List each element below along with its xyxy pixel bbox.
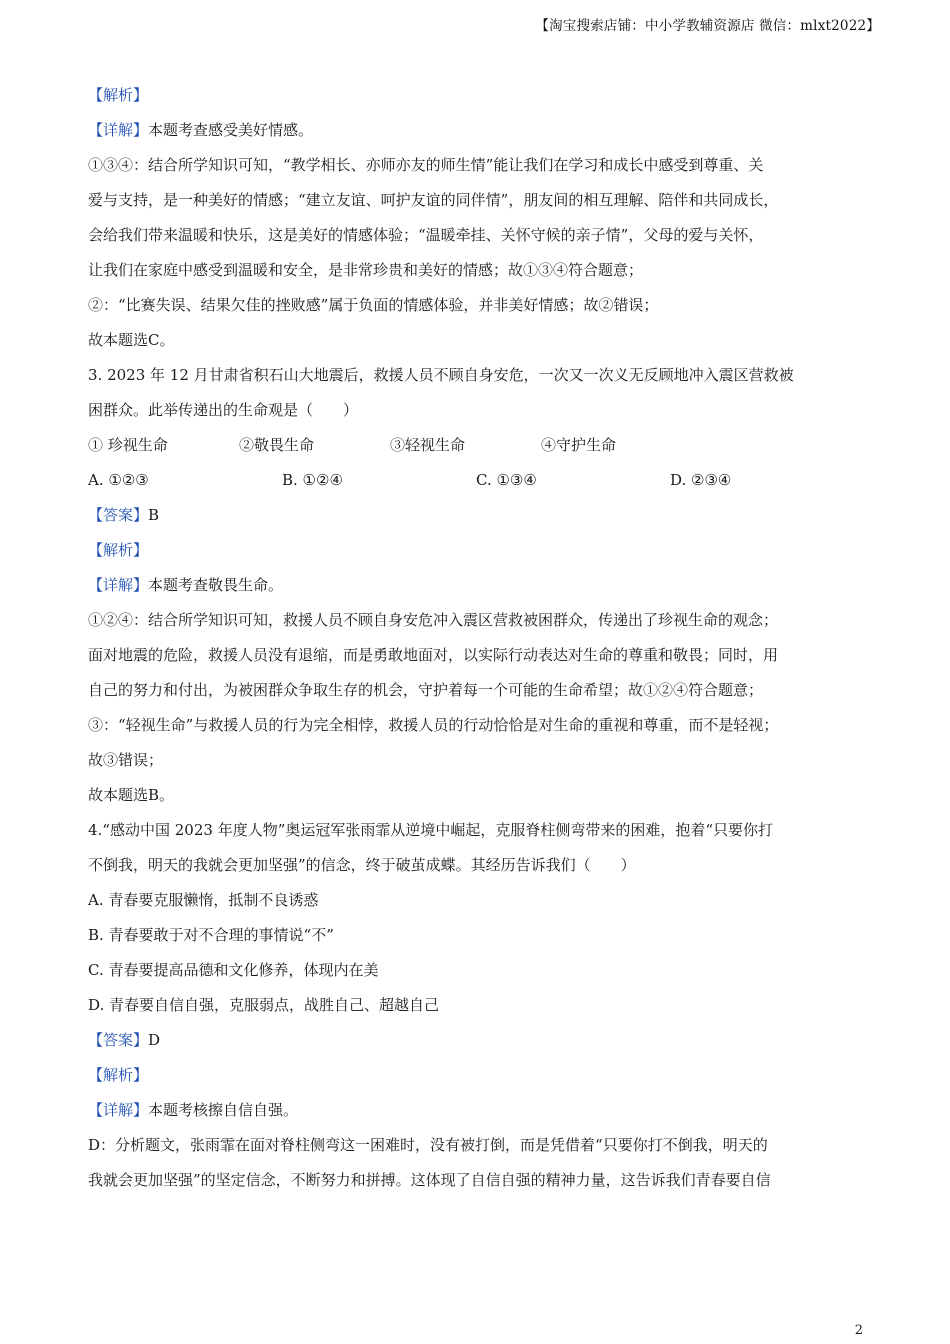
q4-analysis-tag: 【解析】 xyxy=(88,1066,149,1084)
q3-choice-a: A. ①②③ xyxy=(88,471,149,489)
q3-detail-line: 自己的努力和付出，为被困群众争取生存的机会，守护着每一个可能的生命希望；故①②④符合题意； xyxy=(88,681,764,699)
q2-detail-line: ②：“比赛失误、结果欠佳的挫败感”属于负面的情感体验，并非美好情感；故②错误； xyxy=(88,296,659,314)
page-content xyxy=(88,78,868,1198)
q3-answer-tag: 【答案】 xyxy=(88,506,149,524)
q2-detail-line: 会给我们带来温暖和快乐，这是美好的情感体验；“温暖牵挂、关怀守候的亲子情”，父母的爱与关怀， xyxy=(88,226,764,244)
page-number: 2 xyxy=(854,1323,863,1338)
q2-detail-tag: 【详解】 xyxy=(88,121,149,139)
q4-choice-b: B. 青春要敢于对不合理的事情说“不” xyxy=(88,926,334,944)
q4-answer-tag: 【答案】 xyxy=(88,1031,149,1049)
q3-conclusion: 故本题选B。 xyxy=(88,786,175,804)
q2-conclusion: 故本题选C。 xyxy=(88,331,175,349)
q4-detail-intro xyxy=(88,1093,868,1128)
q4-detail-line: 我就会更加坚强”的坚定信念，不断努力和拼搏。这体现了自信自强的精神力量，这告诉我们青春要自信 xyxy=(88,1171,771,1189)
q4-answer xyxy=(88,1023,868,1058)
q3-detail-tag: 【详解】 xyxy=(88,576,149,594)
q4-detail-line: D：分析题文，张雨霏在面对脊柱侧弯这一困难时，没有被打倒，而是凭借着“只要你打不倒我，明天的 xyxy=(88,1136,768,1154)
q3-detail-intro-text: 本题考查敬畏生命。 xyxy=(148,576,284,594)
q2-detail-line: 爱与支持，是一种美好的情感；“建立友谊、呵护友谊的同伴情”，朋友间的相互理解、陪伴和共同成长， xyxy=(88,191,779,209)
q2-detail-line: ①③④：结合所学知识可知，“教学相长、亦师亦友的师生情”能让我们在学习和成长中感受到尊重、关 xyxy=(88,156,764,174)
q3-answer xyxy=(88,498,868,533)
q2-analysis-tag: 【解析】 xyxy=(88,86,149,104)
q3-analysis-tag: 【解析】 xyxy=(88,541,149,559)
q3-choices xyxy=(88,463,868,498)
q4-detail-intro-text: 本题考核擦自信自强。 xyxy=(148,1101,299,1119)
q3-detail-line: ①②④：结合所学知识可知，救援人员不顾自身安危冲入震区营救被困群众，传递出了珍视生命的观念； xyxy=(88,611,779,629)
q4-stem-line: 4.“感动中国 2023 年度人物”奥运冠军张雨霏从逆境中崛起，克服脊柱侧弯带来的困难，抱着“只要你打 xyxy=(88,821,774,839)
q3-item: ① 珍视生命 xyxy=(88,436,168,454)
q3-choice-c: C. ①③④ xyxy=(476,471,537,489)
q4-answer-value: D xyxy=(148,1031,161,1049)
q3-detail-line: 故③错误； xyxy=(88,751,164,769)
q3-detail-line: ③：“轻视生命”与救援人员的行为完全相悖，救援人员的行动恰恰是对生命的重视和尊重，而不是轻视； xyxy=(88,716,779,734)
q3-items xyxy=(88,428,868,463)
q4-stem-line: 不倒我，明天的我就会更加坚强”的信念，终于破茧成蝶。其经历告诉我们（ ） xyxy=(88,856,636,874)
q3-item: ③轻视生命 xyxy=(390,436,466,454)
q3-stem-line: 困群众。此举传递出的生命观是（ ） xyxy=(88,401,359,419)
q3-item: ②敬畏生命 xyxy=(239,436,315,454)
q2-detail-line: 让我们在家庭中感受到温暖和安全，是非常珍贵和美好的情感；故①③④符合题意； xyxy=(88,261,644,279)
page-header: 【淘宝搜索店铺：中小学教辅资源店 微信：mlxt2022】 xyxy=(535,18,880,34)
q4-choice-a: A. 青春要克服懒惰，抵制不良诱惑 xyxy=(88,891,319,909)
q4-choice-d: D. 青春要自信自强，克服弱点，战胜自己、超越自己 xyxy=(88,996,440,1014)
q3-detail-intro xyxy=(88,568,868,603)
q3-choice-d: D. ②③④ xyxy=(670,471,732,489)
q3-item: ④守护生命 xyxy=(541,436,617,454)
q3-answer-value: B xyxy=(148,506,160,524)
q3-detail-line: 面对地震的危险，救援人员没有退缩，而是勇敢地面对，以实际行动表达对生命的尊重和敬畏；同时，用 xyxy=(88,646,779,664)
q4-choice-c: C. 青春要提高品德和文化修养，体现内在美 xyxy=(88,961,379,979)
q2-detail-intro xyxy=(88,113,868,148)
q4-detail-tag: 【详解】 xyxy=(88,1101,149,1119)
q2-detail-intro-text: 本题考查感受美好情感。 xyxy=(148,121,314,139)
q3-stem-line: 3. 2023 年 12 月甘肃省积石山大地震后，救援人员不顾自身安危，一次又一次义无反顾地冲入震区营救被 xyxy=(88,366,794,384)
q3-choice-b: B. ①②④ xyxy=(282,471,343,489)
